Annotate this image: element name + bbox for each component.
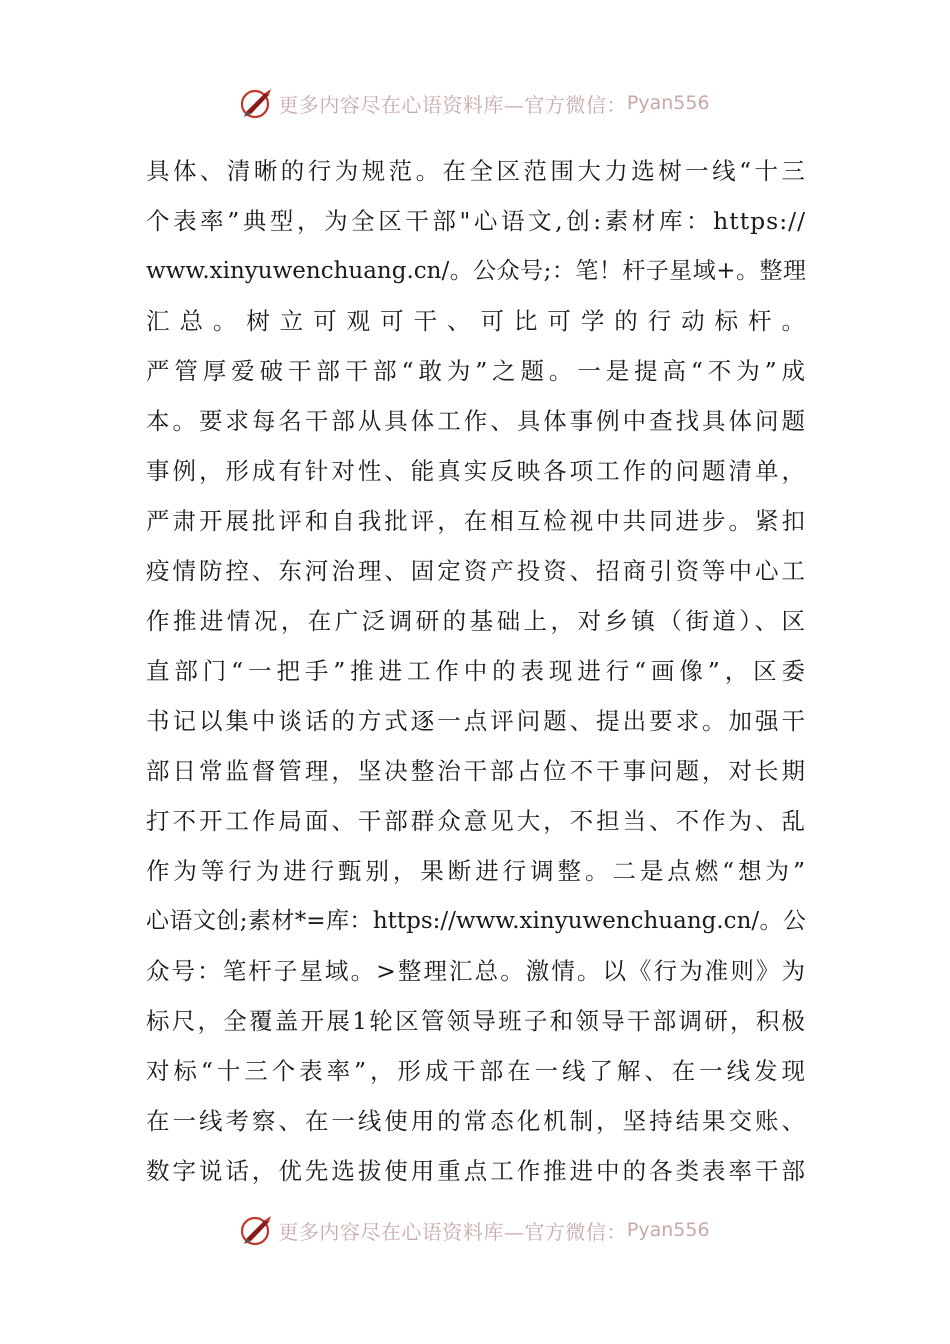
text-line: www.xinyuwenchuang.cn/。公众号;：笔！杆子星域+。整理 (146, 258, 806, 284)
text-line: 个表率”典型，为全区干部"心语文,创:素材库：https:// (146, 207, 806, 235)
text-line: 在一线考察、在一线使用的常态化机制，坚持结果交账、 (146, 1107, 806, 1135)
text-line: 数字说话，优先选拔使用重点工作推进中的各类表率干部 (146, 1157, 806, 1185)
text-line: 直部门“一把手”推进工作中的表现进行“画像”，区委 (146, 657, 806, 685)
banner-wechat-id: Pyan556 (626, 92, 710, 114)
text-line: 具体、清晰的行为规范。在全区范围大力选树一线“十三 (146, 157, 806, 185)
text-line: 作推进情况，在广泛调研的基础上，对乡镇（街道）、区 (146, 607, 806, 635)
text-line: 疫情防控、东河治理、固定资产投资、招商引资等中心工 (146, 557, 806, 585)
text-line: 书记以集中谈话的方式逐一点评问题、提出要求。加强干 (146, 707, 806, 735)
text-line: 严肃开展批评和自我批评，在相互检视中共同进步。紧扣 (146, 507, 806, 535)
text-line: 对标“十三个表率”，形成干部在一线了解、在一线发现 (146, 1057, 806, 1085)
text-line: 众号：笔杆子星域。>整理汇总。激情。以《行为准则》为 (146, 957, 806, 985)
pen-logo-icon (240, 1213, 274, 1247)
text-line: 打不开工作局面、干部群众意见大，不担当、不作为、乱 (146, 807, 806, 835)
text-line: 心语文创;素材*=库：https://www.xinyuwenchuang.cn/。公 (146, 908, 806, 934)
banner-promo-text: 更多内容尽在心语资料库—官方微信： (278, 92, 627, 117)
text-line: 本。要求每名干部从具体工作、具体事例中查找具体问题 (146, 407, 806, 435)
document-body (146, 146, 806, 1196)
footer-watermark-banner (0, 1210, 950, 1250)
banner-wechat-id: Pyan556 (626, 1219, 710, 1241)
banner-promo-text: 更多内容尽在心语资料库—官方微信： (278, 1219, 627, 1244)
text-line: 事例，形成有针对性、能真实反映各项工作的问题清单， (146, 457, 806, 485)
text-line: 严管厚爱破干部干部“敢为”之题。一是提高“不为”成 (146, 357, 806, 385)
text-line: 标尺，全覆盖开展1轮区管领导班子和领导干部调研，积极 (146, 1007, 806, 1035)
header-watermark-banner (0, 83, 950, 123)
text-line: 部日常监督管理，坚决整治干部占位不干事问题，对长期 (146, 757, 806, 785)
text-line: 汇总。树立可观可干、可比可学的行动标杆。 (146, 307, 806, 335)
text-line: 作为等行为进行甄别，果断进行调整。二是点燃“想为” (146, 857, 806, 885)
pen-logo-icon (240, 86, 274, 120)
